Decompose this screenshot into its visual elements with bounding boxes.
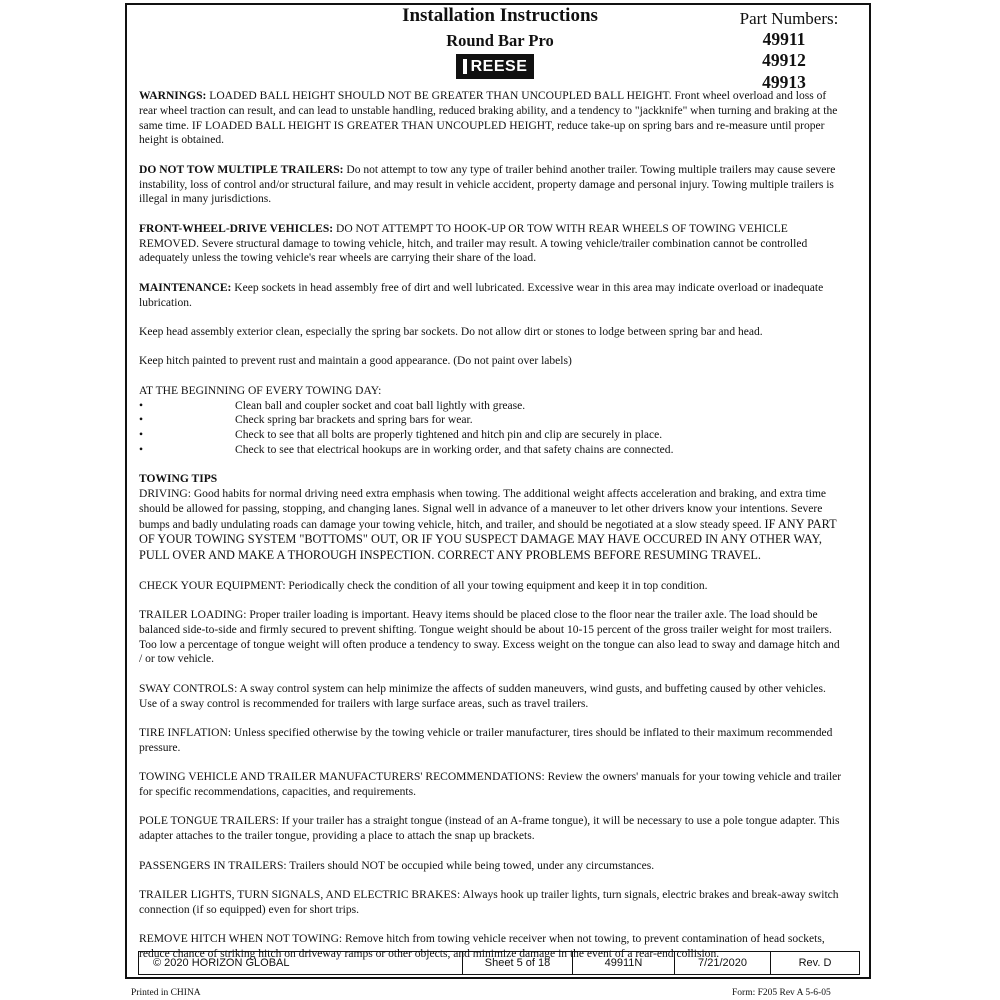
footer-doc-number: 49911N — [573, 952, 675, 974]
paint-paragraph: Keep hitch painted to prevent rust and maintain a good appearance. (Do not paint over labels) — [139, 355, 572, 368]
towing-day-heading: AT THE BEGINNING OF EVERY TOWING DAY: — [139, 384, 382, 397]
document-title: Installation Instructions — [402, 5, 598, 26]
logo-text: REESE — [470, 57, 528, 75]
warnings-paragraph — [139, 89, 845, 148]
list-item: • Check spring bar brackets and spring bars for wear. — [139, 413, 845, 428]
warnings-label: WARNINGS: — [139, 90, 207, 102]
product-name: Round Bar Pro — [446, 31, 554, 50]
part-number: 49913 — [762, 72, 806, 92]
pole-tongue-paragraph: POLE TONGUE TRAILERS: If your trailer has a straight tongue (instead of an A-frame tongue), it will be necessary to use a pole tongue adapter. This adapter attaches to the trailer tongue, providing a place to attach the snap up brackets. — [139, 815, 840, 843]
multiple-trailers-label: DO NOT TOW MULTIPLE TRAILERS: — [139, 163, 344, 176]
sway-controls-paragraph: SWAY CONTROLS: A sway control system can help minimize the affects of sudden maneuvers, wind gusts, and buffeting caused by other vehicles. Use of a sway control is recommended for trailers with large surface areas, such as travel trailers. — [139, 682, 826, 710]
front-wheel-text: DO NOT ATTEMPT TO HOOK-UP OR TOW WITH REAR WHEELS OF TOWING VEHICLE REMOVED. Severe structural damage to towing vehicle, hitch, and trailer may result. A towing vehicle/trailer combination cannot be controlled adequately unless the towing vehicle's rear wheels are carrying their share of the load. — [139, 222, 808, 265]
trailer-loading-paragraph: TRAILER LOADING: Proper trailer loading is important. Heavy items should be placed close to the floor near the trailer axle. The load should be balanced side-to-side and firmly secured to prevent shifting. Tongue weight should be about 10-15 percent of the gross trailer weight for most trailers. Too low a percentage of tongue weight will often produce a tendency to sway. Excess weight on the tongue can also lead to sway and damage hitch and / or tow vehicle. — [139, 609, 840, 666]
front-wheel-label: FRONT-WHEEL-DRIVE VEHICLES: — [139, 222, 334, 235]
towing-tips-heading-text: TOWING TIPS — [139, 473, 218, 486]
multiple-trailers-text: Do not attempt to tow any type of trailer behind another trailer. Towing multiple trailers may cause severe instability, loss of control and/or structural failure, and may result in vehicle accident, property damage and personal injury. Towing multiple trailers is illegal in many jurisdictions. — [139, 163, 836, 206]
front-wheel-paragraph — [139, 222, 845, 266]
maintenance-text: Keep sockets in head assembly free of dirt and well lubricated. Excessive wear in this area may indicate overload or inadequate lubrication. — [139, 281, 824, 309]
driving-caps-text: IF ANY PART OF YOUR TOWING SYSTEM "BOTTOMS" OUT, OR IF YOU SUSPECT DAMAGE MAY HAVE OCCURED IN ANY OTHER WAY, PULL OVER AND MAKE A THOROUGH INSPECTION. CORRECT ANY PROBLEMS BEFORE RESUMING TRAVEL. — [139, 516, 837, 563]
list-item: • Check to see that all bolts are properly tightened and hitch pin and clip are securely in place. — [139, 428, 845, 443]
trailer-lights-paragraph: TRAILER LIGHTS, TURN SIGNALS, AND ELECTRIC BRAKES: Always hook up trailer lights, turn signals, electric brakes and break-away switch connection (if so equipped) even for short trips. — [139, 888, 839, 916]
multiple-trailers-paragraph — [139, 163, 845, 207]
list-item: • Clean ball and coupler socket and coat ball lightly with grease. — [139, 399, 845, 414]
check-equipment-paragraph: CHECK YOUR EQUIPMENT: Periodically check the condition of all your towing equipment and keep it in top condition. — [139, 579, 708, 592]
footer-revision: Rev. D — [798, 957, 832, 969]
footer-copyright: © 2020 HORIZON GLOBAL — [139, 952, 463, 974]
towing-day-list — [139, 399, 845, 458]
form-number-label: Form: F205 Rev A 5-6-05 — [732, 988, 831, 998]
remove-hitch-paragraph: REMOVE HITCH WHEN NOT TOWING: Remove hitch from towing vehicle receiver when not towing, to prevent contamination of head sockets, reduce chance of striking hitch on driveway ramps or other objects, and minimize damage in the event of a rear-end collision. — [139, 933, 825, 960]
maintenance-label: MAINTENANCE: — [139, 281, 232, 294]
driving-paragraph — [139, 487, 845, 564]
instructions-body — [139, 89, 845, 976]
manufacturers-paragraph: TOWING VEHICLE AND TRAILER MANUFACTURERS' RECOMMENDATIONS: Review the owners' manuals for your towing vehicle and trailer for specific recommendations, capacities, and requirements. — [139, 771, 842, 799]
reese-logo — [456, 54, 534, 79]
part-number: 49911 — [762, 29, 806, 49]
head-assembly-paragraph: Keep head assembly exterior clean, especially the spring bar sockets. Do not allow dirt or stones to lodge between spring bar and head. — [139, 325, 763, 338]
warnings-text: LOADED BALL HEIGHT SHOULD NOT BE GREATER THAN UNCOUPLED BALL HEIGHT. Front wheel overload and loss of rear wheel traction can result, and can lead to unstable handling, reduced braking ability, and a tendency to "jackknife" when turning and braking at the same time. IF LOADED BALL HEIGHT IS GREATER THAN UNCOUPLED HEIGHT, reduce take-up on spring bars and re-measure until proper height is obtained. — [139, 90, 838, 147]
tire-inflation-paragraph: TIRE INFLATION: Unless specified otherwise by the towing vehicle or trailer manufacturer, tires should be inflated to their maximum recommended pressure. — [139, 727, 833, 754]
passengers-paragraph: PASSENGERS IN TRAILERS: Trailers should NOT be occupied while being towed, under any circumstances. — [139, 859, 655, 872]
towing-day-section — [139, 384, 845, 458]
maintenance-paragraph — [139, 281, 845, 311]
logo-bar-icon — [463, 59, 467, 74]
towing-tips-heading — [139, 472, 845, 487]
driving-text: DRIVING: Good habits for normal driving need extra emphasis when towing. The additional weight affects acceleration and braking, and extra time should be allowed for passing, stopping, and changing lanes. Signal well in advance of a maneuver to let other drivers know your intentions. Severe bumps and badly undulating roads can damage your towing vehicle, hitch, and trailer, and should be negotiated at a slow steady speed. — [139, 488, 827, 531]
footer-sheet: Sheet 5 of 18 — [463, 952, 573, 974]
footer-table — [138, 951, 860, 975]
printed-in-label: Printed in CHINA — [131, 988, 201, 998]
part-numbers-label: Part Numbers: — [739, 9, 839, 28]
part-number: 49912 — [762, 50, 806, 70]
footer-date: 7/21/2020 — [675, 952, 771, 974]
list-item: • Check to see that electrical hookups are in working order, and that safety chains are connected. — [139, 443, 845, 458]
